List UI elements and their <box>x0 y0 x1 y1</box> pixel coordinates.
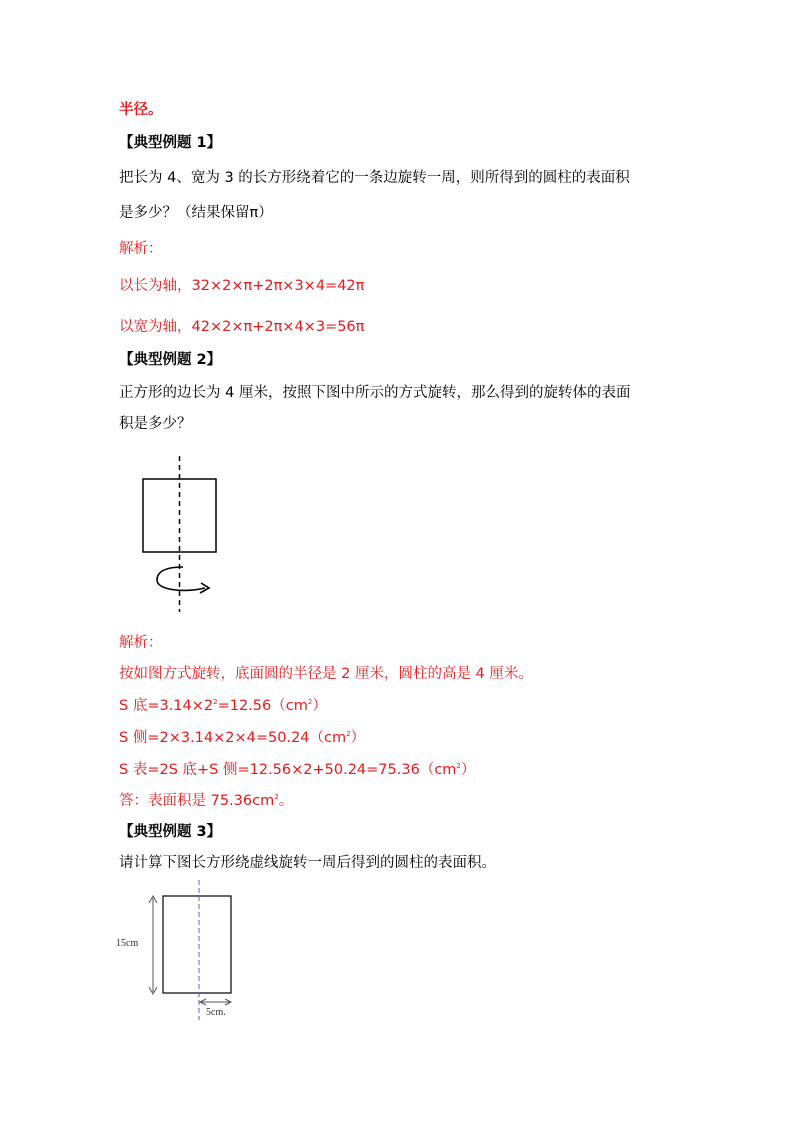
example-2-question-line-1: 正方形的边长为 4 厘米，按照下图中所示的方式旋转，那么得到的旋转体的表面 <box>119 385 631 401</box>
example-2-question-line-2: 积是多少？ <box>119 416 192 432</box>
width-label: 5cm. <box>206 1007 226 1018</box>
example-3-question: 请计算下图长方形绕虚线旋转一周后得到的圆柱的表面积。 <box>119 855 496 871</box>
rotation-arrow-curve <box>157 567 205 590</box>
square-rotation-figure <box>135 452 225 614</box>
example-2-total-area-formula: S 表=2S 底+S 侧$=12.56\times 2+50.24=75.36(cm^2)$ <box>119 762 476 778</box>
example-1-heading: 【典型例题 1】 <box>119 135 222 151</box>
example-3-heading: 【典型例题 3】 <box>119 824 222 840</box>
example-1-solution-wide-axis: 以宽为轴，42×2×π+2π×4×3=56π <box>119 319 365 335</box>
example-1-question-line-2: 是多少？（结果保留π） <box>119 205 273 221</box>
example-1-solution-long-axis: 以长为轴，32×2×π+2π×3×4=42π <box>119 278 365 294</box>
example-2-analysis-label: 解析： <box>119 635 163 651</box>
example-2-base-area-formula: S 底$=3.14\times 2^2=12.56(cm^2)$ <box>119 698 327 714</box>
continued-text-fragment: 半径。 <box>119 102 163 118</box>
example-2-answer: 答：表面积是 $75.36cm^2$。 <box>119 793 294 809</box>
height-label: 15cm <box>116 938 139 949</box>
example-2-heading: 【典型例题 2】 <box>119 352 222 368</box>
example-2-side-area-formula: S 侧$=2\times 3.14\times 2\times 4=50.24(cm^2)$ <box>119 730 366 746</box>
example-1-analysis-label: 解析： <box>119 241 163 257</box>
rectangle-outline <box>163 896 231 993</box>
example-2-solution-intro: 按如图方式旋转，底面圆的半径是 2 厘米，圆柱的高是 4 厘米。 <box>119 666 533 682</box>
rectangle-rotation-figure <box>114 878 254 1023</box>
example-1-question-line-1: 把长为 4、宽为 3 的长方形绕着它的一条边旋转一周，则所得到的圆柱的表面积 <box>119 170 630 186</box>
